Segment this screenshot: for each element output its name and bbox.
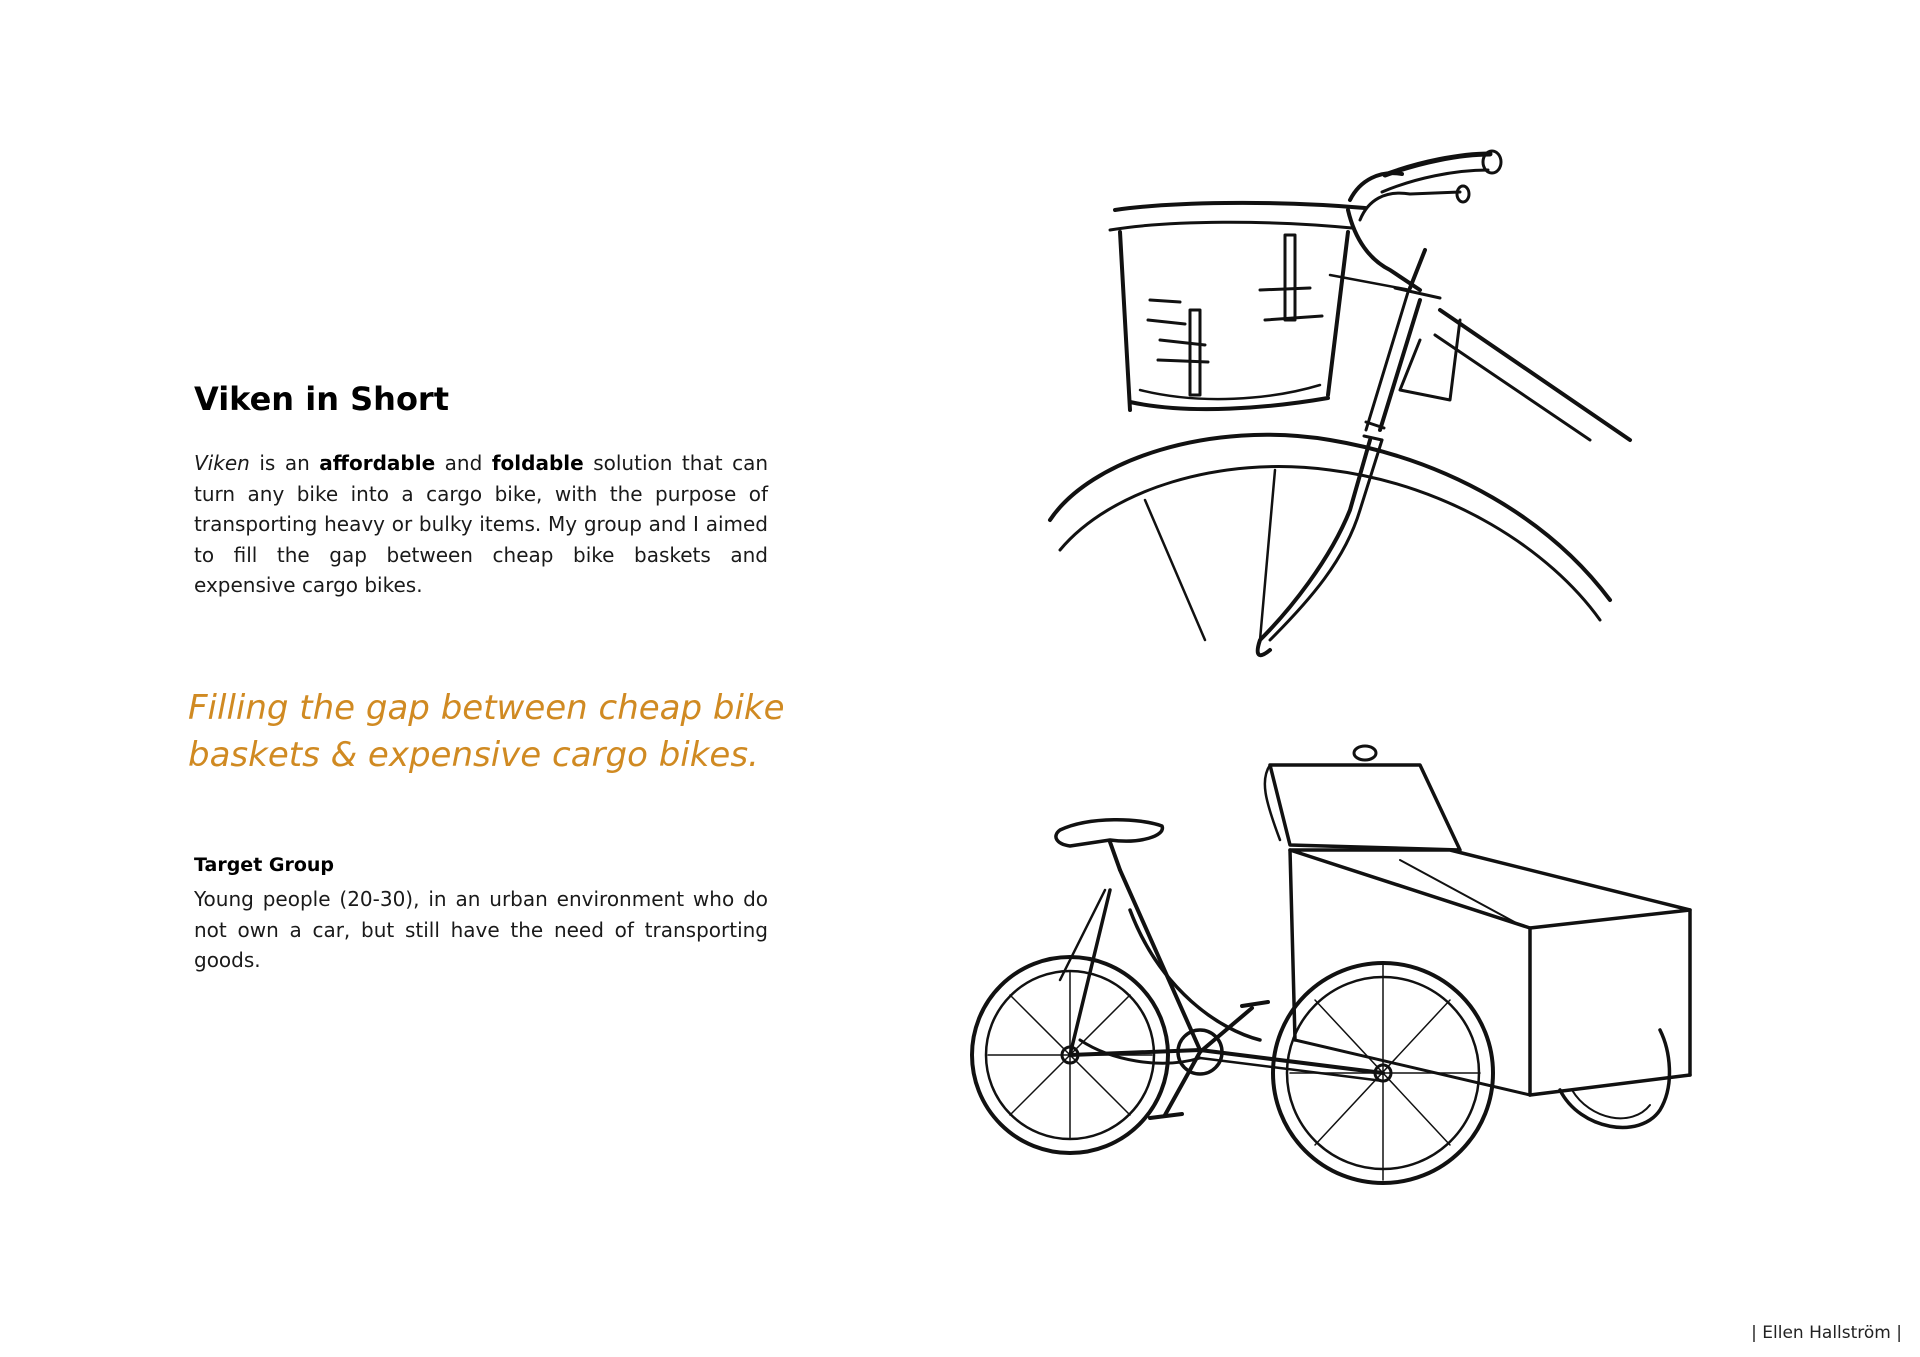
intro-affordable-word: affordable bbox=[319, 451, 436, 475]
highlight-quote bbox=[188, 685, 808, 779]
intro-paragraph bbox=[194, 448, 768, 601]
intro-text-1: is an bbox=[249, 451, 320, 475]
intro-foldable-word: foldable bbox=[491, 451, 584, 475]
target-group-heading: Target Group bbox=[194, 854, 335, 876]
cargo-bike-sketch bbox=[960, 740, 1700, 1200]
bike-with-basket-sketch bbox=[1030, 140, 1650, 750]
quote-line-1: Filling the gap between cheap bike bbox=[188, 688, 785, 728]
quote-line-2: baskets & expensive cargo bikes. bbox=[188, 735, 759, 775]
intro-text-2: and bbox=[435, 451, 492, 475]
author-footer: | Ellen Hallström | bbox=[1751, 1323, 1902, 1343]
intro-text-3: solution that can turn any bike into a cargo bike, with the purpose of transporting heavy or bulky items. My group and I aimed to fill the gap between cheap bike baskets and expensive cargo bikes. bbox=[194, 451, 768, 597]
page-title: Viken in Short bbox=[194, 380, 449, 418]
intro-viken-word: Viken bbox=[194, 451, 250, 475]
target-group-text: Young people (20-30), in an urban environment who do not own a car, but still have the need of transporting goods. bbox=[194, 887, 768, 972]
